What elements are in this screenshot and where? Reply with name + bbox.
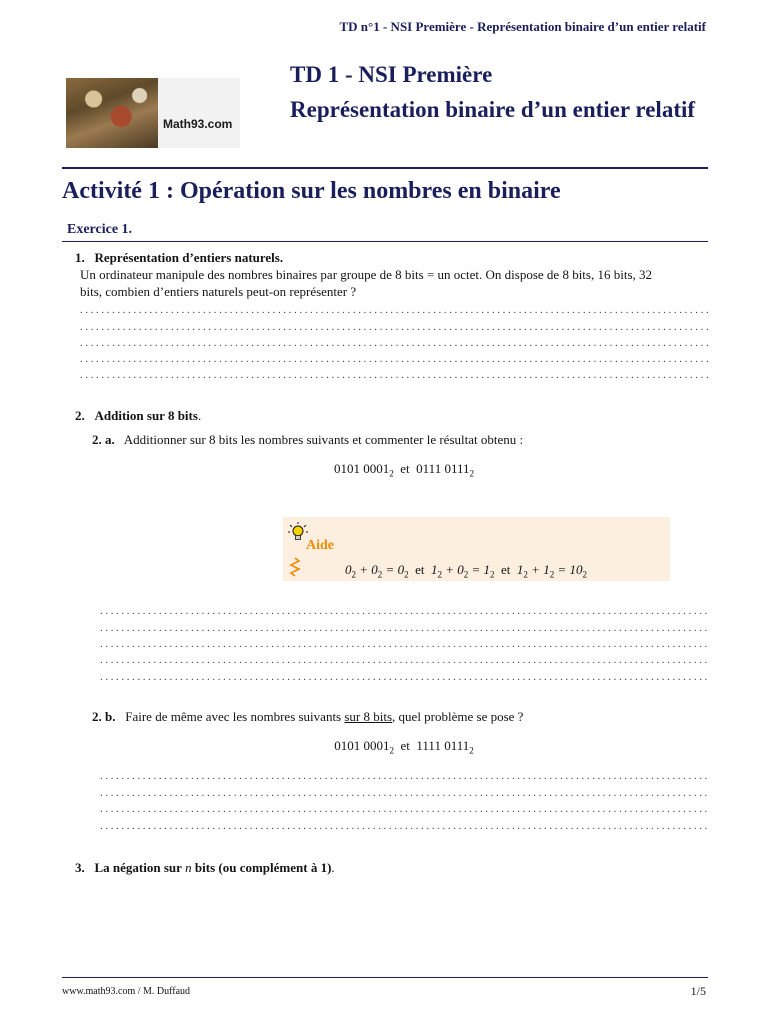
formula-2a-base-1: 2 (389, 468, 394, 479)
answer-dotted-line (80, 352, 708, 367)
hint-term: 1 (483, 562, 491, 577)
question-3-heading (75, 860, 335, 876)
formula-2b-base-1: 2 (389, 745, 394, 756)
hint-term: 0 (457, 562, 464, 577)
activity-title: Activité 1 : Opération sur les nombres en binaire (62, 178, 561, 204)
question-2b-label: 2. b. (92, 709, 116, 724)
question-2b (92, 709, 523, 725)
answer-dotted-line (100, 621, 708, 636)
answer-dotted-line (100, 670, 708, 685)
math93-logo (66, 78, 240, 148)
hint-term: 0 (345, 562, 352, 577)
page-number: 1/5 (690, 984, 706, 998)
hint-operator: + (531, 562, 540, 577)
hint-base: 2 (549, 569, 555, 580)
answer-dotted-line (100, 604, 708, 619)
hint-operator: = (471, 562, 481, 577)
hint-operator: = (385, 562, 395, 577)
formula-2a-number-2: 0111 0111 (416, 461, 470, 476)
exercise-label: Exercice 1. (67, 222, 133, 237)
question-2a (92, 432, 523, 448)
answer-dotted-line (80, 368, 708, 383)
header-rule (62, 167, 708, 169)
hint-term: 1 (543, 562, 550, 577)
formula-2a (0, 461, 768, 479)
hint-box (283, 517, 670, 581)
question-2b-underlined: sur 8 bits (344, 709, 393, 724)
footer-credit: www.math93.com / M. Duffaud (62, 986, 191, 997)
question-3-title-start: La négation sur (94, 860, 182, 875)
answer-dotted-line (80, 303, 708, 318)
hint-base: 2 (490, 569, 495, 580)
hint-operator: + (445, 562, 454, 577)
question-2b-text-start: Faire de même avec les nombres suivants (125, 709, 342, 724)
hint-term: 0 (397, 562, 405, 577)
answer-dotted-line (100, 769, 708, 784)
hint-operator: = (557, 562, 567, 577)
footer-rule (62, 977, 708, 978)
hint-base: 2 (523, 569, 528, 580)
formula-2a-base-2: 2 (469, 468, 474, 479)
hint-operator: + (359, 562, 369, 577)
question-1-number: 1. (75, 250, 85, 265)
hint-term: 1 (430, 562, 438, 577)
answer-dotted-line (100, 786, 708, 801)
question-3-title-end: bits (ou complément à 1) (194, 860, 332, 875)
hint-formula (345, 562, 587, 580)
hint-base: 2 (404, 569, 409, 580)
hint-base: 2 (351, 569, 356, 580)
hint-term: 10 (569, 562, 583, 577)
question-2a-text: Additionner sur 8 bits les nombres suivants et commenter le résultat obtenu : (123, 432, 524, 447)
hint-base: 2 (377, 569, 383, 580)
answer-dotted-line (100, 653, 708, 668)
formula-2b (0, 738, 768, 756)
formula-2b-conjunction: et (400, 738, 410, 753)
hint-base: 2 (463, 569, 469, 580)
answer-dotted-line (100, 819, 708, 834)
formula-2a-conjunction: et (400, 461, 410, 476)
hint-conjunction: et (415, 562, 425, 577)
squiggle-icon (289, 557, 301, 577)
answer-dotted-line (80, 320, 708, 335)
formula-2b-number-1: 0101 0001 (334, 738, 390, 753)
logo-text: Math93.com (163, 117, 233, 131)
hint-base: 2 (582, 569, 587, 580)
hint-conjunction: et (501, 562, 511, 577)
question-2b-text-end: , quel problème se pose ? (392, 709, 524, 724)
formula-2b-base-2: 2 (469, 745, 474, 756)
answer-dotted-line (100, 637, 708, 652)
formula-2a-number-1: 0101 0001 (334, 461, 390, 476)
question-2a-label: 2. a. (92, 432, 115, 447)
question-2-period: . (197, 408, 202, 423)
document-title: TD 1 - NSI Première (290, 62, 493, 87)
question-3-period: . (331, 860, 335, 875)
question-1-heading (75, 250, 283, 266)
running-head: TD n°1 - NSI Première - Représentation binaire d’un entier relatif (339, 19, 706, 34)
logo-painting-image (66, 78, 158, 148)
formula-2b-number-2: 1111 0111 (416, 738, 470, 753)
answer-dotted-line (100, 802, 708, 817)
question-2-heading (75, 408, 201, 424)
question-3-number: 3. (75, 860, 85, 875)
hint-term: 0 (371, 562, 378, 577)
document-subtitle: Représentation binaire d’un entier relatif (290, 97, 696, 122)
hint-label: Aide (306, 538, 334, 553)
question-1-text-line1: Un ordinateur manipule des nombres binaires par groupe de 8 bits = un octet. On dispose de 8 bits, 16 bits, 32 (80, 267, 653, 282)
question-1-text-line2: bits, combien d’entiers naturels peut-on représenter ? (80, 284, 357, 299)
exercise-rule (62, 241, 708, 242)
hint-base: 2 (437, 569, 442, 580)
question-1-title: Représentation d’entiers naturels. (94, 250, 284, 265)
question-2-title: Addition sur 8 bits (94, 408, 198, 423)
question-2-number: 2. (75, 408, 85, 423)
question-3-variable: n (185, 860, 192, 875)
hint-term: 1 (516, 562, 524, 577)
answer-dotted-line (80, 336, 708, 351)
